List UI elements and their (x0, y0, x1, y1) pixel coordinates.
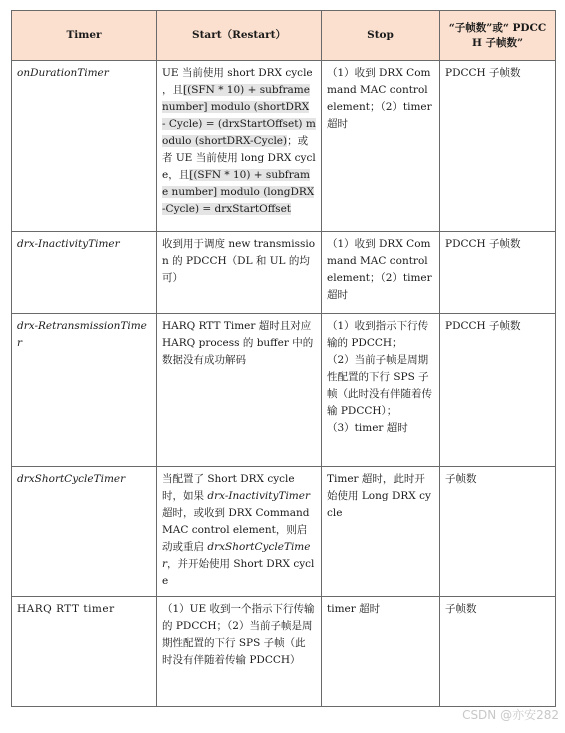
start-timer-ref: drxShortCycleTimer (162, 541, 311, 570)
table-header-row (12, 11, 556, 61)
stop-item: （1）收到指示下行传输的 PDCCH； (327, 320, 429, 349)
stop-condition: Timer 超时，此时开始使用 Long DRX cycle (322, 467, 440, 597)
unit-cell: PDCCH 子帧数 (440, 61, 556, 232)
start-text: ，并开始使用 Short DRX cycle (162, 558, 315, 587)
timer-name: onDurationTimer (12, 61, 157, 232)
start-text: ；或者 UE 当前使用 long DRX cycle，且 (162, 135, 316, 181)
stop-item: （2）当前子帧是周期性配置的下行 SPS 子帧（此时没有伴随着传输 PDCCH）； (327, 354, 432, 417)
start-formula: [(SFN * 10) + subframe number] modulo (shortDRX - Cycle) = (drxStartOffset) modulo (shortDRX-Cycle) (162, 84, 316, 147)
stop-condition: （1）收到 DRX Command MAC control element；（2）timer 超时 (322, 232, 440, 314)
start-condition: （1）UE 收到一个指示下行传输的 PDCCH；（2）当前子帧是周期性配置的下行 SPS 子帧（此时没有伴随着传输 PDCCH） (157, 597, 322, 707)
unit-cell: 子帧数 (440, 597, 556, 707)
table-row (12, 232, 556, 314)
start-text: 超时，或收到 DRX Command MAC control element，则启动或重启 (162, 507, 310, 553)
start-formula: [(SFN * 10) + subframe number] modulo (longDRX-Cycle) = drxStartOffset (162, 169, 315, 215)
start-timer-ref: drx-InactivityTimer (207, 490, 310, 502)
timer-name: drxShortCycleTimer (12, 467, 157, 597)
header-timer: Timer (12, 11, 157, 61)
header-stop: Stop (322, 11, 440, 61)
start-text: 当配置了 Short DRX cycle 时，如果 (162, 473, 295, 502)
header-start: Start（Restart） (157, 11, 322, 61)
timer-name: HARQ RTT timer (12, 597, 157, 707)
start-condition (157, 467, 322, 597)
watermark: CSDN @亦安282 (462, 708, 559, 722)
start-condition: HARQ RTT Timer 超时且对应 HARQ process 的 buffer 中的数据没有成功解码 (157, 314, 322, 467)
table-row (12, 61, 556, 232)
stop-item: （3）timer 超时 (327, 422, 408, 434)
start-text: UE 当前使用 short DRX cycle ，且 (162, 67, 313, 96)
unit-cell: PDCCH 子帧数 (440, 232, 556, 314)
stop-condition: （1）收到 DRX Command MAC control element；（2）timer 超时 (322, 61, 440, 232)
table-row (12, 467, 556, 597)
unit-cell: PDCCH 子帧数 (440, 314, 556, 467)
stop-condition (322, 314, 440, 467)
timer-name: drx-InactivityTimer (12, 232, 157, 314)
table-row (12, 314, 556, 467)
drx-timer-table (11, 10, 556, 707)
unit-cell: 子帧数 (440, 467, 556, 597)
header-unit: “子帧数”或“ PDCCH 子帧数” (440, 11, 556, 61)
stop-condition: timer 超时 (322, 597, 440, 707)
timer-name: drx-RetransmissionTimer (12, 314, 157, 467)
start-condition: 收到用于调度 new transmission 的 PDCCH（DL 和 UL 的均可） (157, 232, 322, 314)
start-condition (157, 61, 322, 232)
table-row (12, 597, 556, 707)
